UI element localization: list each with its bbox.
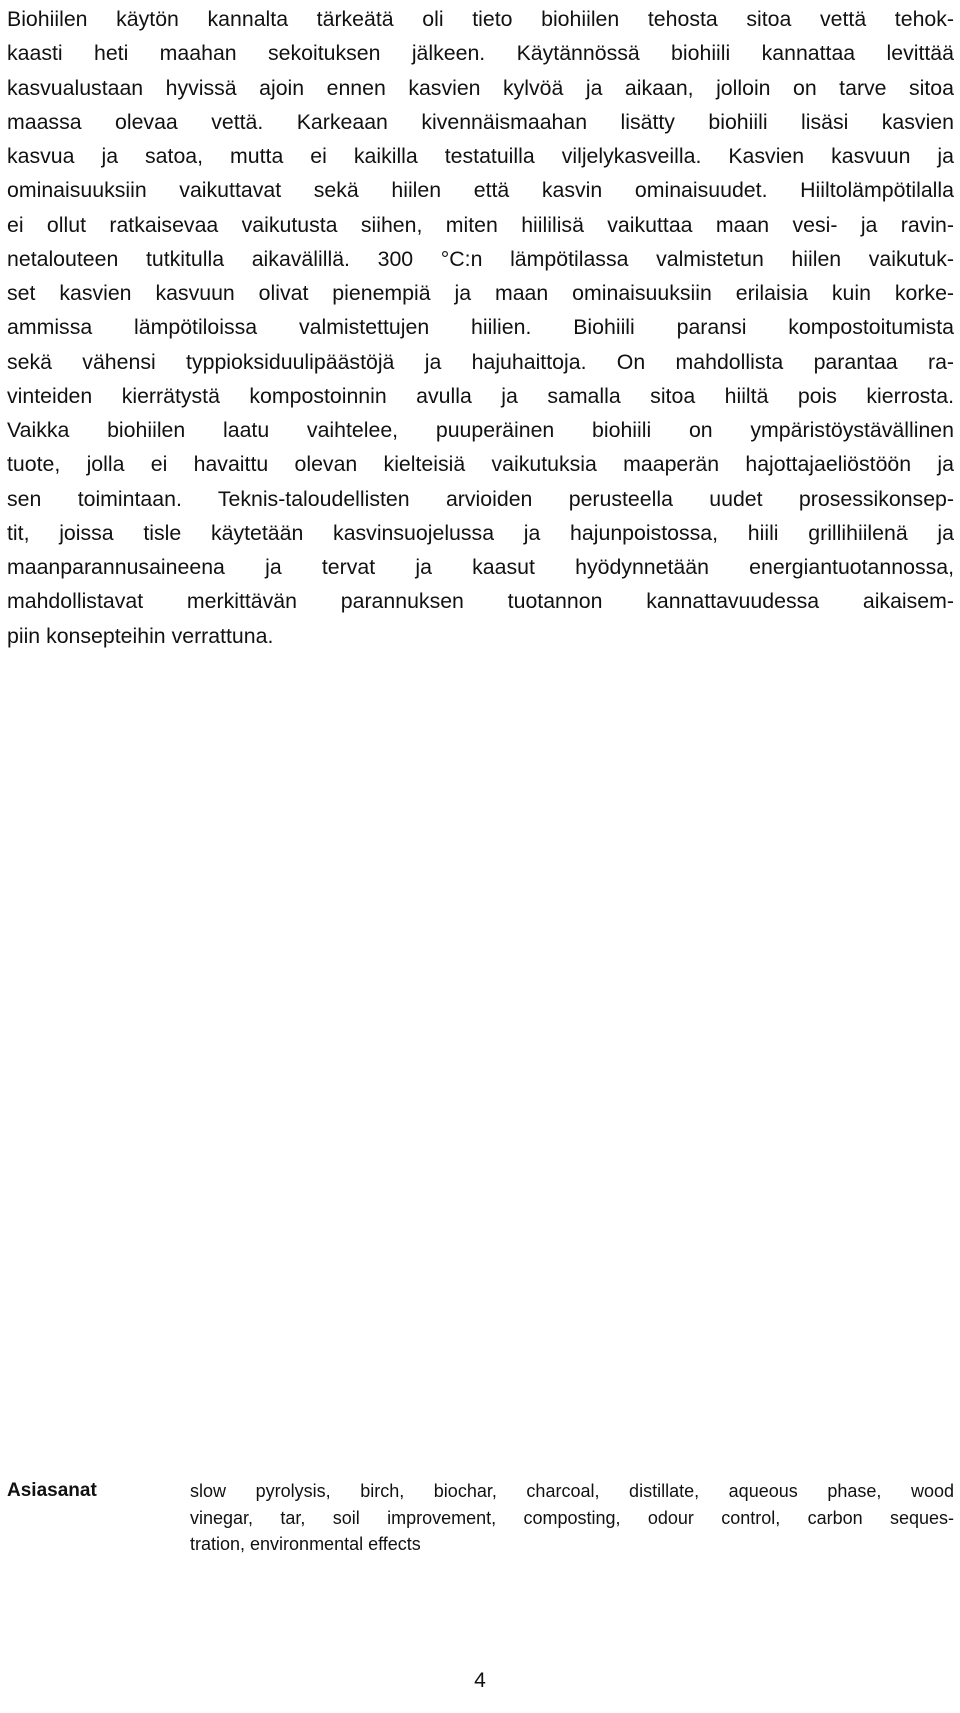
abstract-line: kasvua ja satoa, mutta ei kaikilla testatuilla viljelykasveilla. Kasvien kasvuun ja: [7, 144, 954, 168]
abstract-line: piin konsepteihin verrattuna.: [7, 623, 274, 648]
abstract-line: sekä vähensi typpioksiduulipäästöjä ja hajuhaittoja. On mahdollista parantaa ra-: [7, 349, 954, 374]
abstract-line: set kasvien kasvuun olivat pienempiä ja maan ominaisuuksiin erilaisia kuin korke-: [7, 281, 954, 305]
abstract-line: ammissa lämpötiloissa valmistettujen hiilien. Biohiili paransi kompostoitumista: [7, 315, 954, 340]
keywords-label: Asiasanat: [7, 1480, 97, 1501]
abstract-line: ei ollut ratkaisevaa vaikutusta siihen, miten hiililisä vaikuttaa maan vesi- ja ravin-: [7, 212, 954, 237]
keywords-line: vinegar, tar, soil improvement, composting, odour control, carbon seques-: [190, 1507, 954, 1528]
abstract-line: netalouteen tutkitulla aikavälillä. 300 °C:n lämpötilassa valmistetun hiilen vaikutuk-: [7, 246, 954, 271]
abstract-line: Vaikka biohiilen laatu vaihtelee, puuperäinen biohiili on ympäristöystävällinen: [7, 418, 954, 442]
keywords-line: tration, environmental effects: [190, 1534, 421, 1554]
abstract-line: ominaisuuksiin vaikuttavat sekä hiilen että kasvin ominaisuudet. Hiiltolämpötilalla: [7, 178, 954, 203]
abstract-line: kasvualustaan hyvissä ajoin ennen kasvien kylvöä ja aikaan, jolloin on tarve sitoa: [7, 75, 954, 100]
abstract-line: maanparannusaineena ja tervat ja kaasut hyödynnetään energiantuotannossa,: [7, 555, 954, 579]
keywords-list: [190, 1478, 954, 1558]
page-number: 4: [474, 1669, 486, 1692]
abstract-line: maassa olevaa vettä. Karkeaan kivennäismaahan lisätty biohiili lisäsi kasvien: [7, 109, 954, 134]
abstract-line: Biohiilen käytön kannalta tärkeätä oli tieto biohiilen tehosta sitoa vettä tehok-: [7, 7, 954, 31]
abstract-line: tit, joissa tisle käytetään kasvinsuojelussa ja hajunpoistossa, hiili grillihiilenä ja: [7, 520, 954, 545]
abstract-line: tuote, jolla ei havaittu olevan kielteisiä vaikutuksia maaperän hajottajaeliöstöön ja: [7, 452, 954, 477]
abstract-line: sen toimintaan. Teknis-taloudellisten arvioiden perusteella uudet prosessikonsep-: [7, 486, 954, 511]
abstract-line: kaasti heti maahan sekoituksen jälkeen. Käytännössä biohiili kannattaa levittää: [7, 41, 954, 66]
abstract-line: vinteiden kierrätystä kompostoinnin avulla ja samalla sitoa hiiltä pois kierrosta.: [7, 383, 954, 408]
abstract-line: mahdollistavat merkittävän parannuksen tuotannon kannattavuudessa aikaisem-: [7, 589, 954, 614]
keywords-line: slow pyrolysis, birch, biochar, charcoal, distillate, aqueous phase, wood: [190, 1481, 954, 1501]
abstract-text: [7, 2, 954, 653]
